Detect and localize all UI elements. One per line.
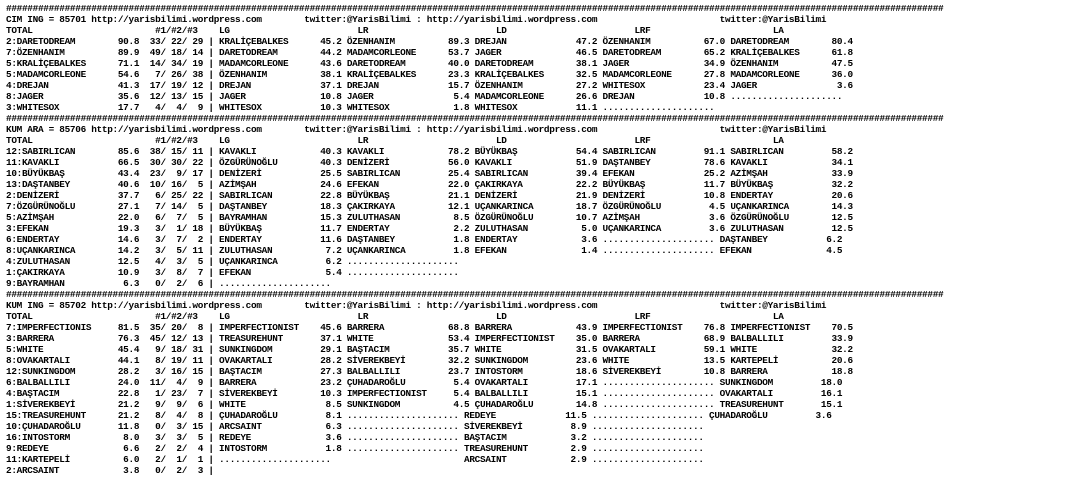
text-line: 16:INTOSTORM 8.0 3/ 3/ 5 | REDEYE 3.6 ..................... BAŞTACIM 3.2 ..................... (6, 432, 704, 443)
text-line: 4:BAŞTACIM 22.8 1/ 23/ 7 | SİVEREKBEYİ 10.3 IMPERFECTIONIST 5.4 BALBALLILI 15.1 ..................... OVAKARTALI 16.1 (6, 388, 843, 399)
text-line: ################################################################################################################################################################################ (6, 289, 944, 300)
text-line: ################################################################################################################################################################################ (6, 113, 944, 124)
text-line: 1:SİVEREKBEYİ 21.2 9/ 9/ 6 | WHITE 8.5 SUNKINGDOM 4.5 ÇUHADAROĞLU 14.8 ..................... TREASUREHUNT 15.1 (6, 399, 843, 410)
text-line: 1:ÇAKIRKAYA 10.9 3/ 8/ 7 | EFEKAN 5.4 ..................... (6, 267, 459, 278)
text-line: 5:MADAMCORLEONE 54.6 7/ 26/ 38 | ÖZENHANIM 38.1 KRALİÇEBALKES 23.3 KRALİÇEBALKES 32.5 MADAMCORLEONE 27.8 MADAMCORLEONE 36.0 (6, 69, 853, 80)
text-line: 12:SABIRLICAN 85.6 38/ 15/ 11 | KAVAKLI 40.3 KAVAKLI 78.2 BÜYÜKBAŞ 54.4 SABIRLICAN 91.1 SABIRLICAN 58.2 (6, 146, 853, 157)
text-line: 6:BALBALLILI 24.0 11/ 4/ 9 | BARRERA 23.2 ÇUHADAROĞLU 5.4 OVAKARTALI 17.1 ..................... SUNKINGDOM 18.0 (6, 377, 843, 388)
text-line: 3:WHITESOX 17.7 4/ 4/ 9 | WHITESOX 10.3 WHITESOX 1.8 WHITESOX 11.1 ..................... (6, 102, 715, 113)
text-line: KUM ARA = 85706 http://yarisbilimi.wordpress.com twitter:@YarisBilimi : http://yarisbilimi.wordpress.com twitter:@YarisBilimi (6, 124, 827, 135)
text-line: TOTAL #1/#2/#3 LG LR LD LRF LA (6, 25, 784, 36)
text-line: TOTAL #1/#2/#3 LG LR LD LRF LA (6, 311, 784, 322)
text-line: 10:ÇUHADAROĞLU 11.8 0/ 3/ 15 | ARCSAINT 6.3 ..................... SİVEREKBEYİ 8.9 ..................... (6, 421, 704, 432)
text-line: 11:KAVAKLI 66.5 30/ 30/ 22 | ÖZGÜRÜNOĞLU 40.3 DENİZERİ 56.0 KAVAKLI 51.9 DAŞTANBEY 78.6 KAVAKLI 34.1 (6, 157, 853, 168)
text-line: TOTAL #1/#2/#3 LG LR LD LRF LA (6, 135, 784, 146)
text-line: 5:AZİMŞAH 22.0 6/ 7/ 5 | BAYRAMHAN 15.3 ZULUTHASAN 8.5 ÖZGÜRÜNOĞLU 10.7 AZİMŞAH 3.6 ÖZGÜRÜNOĞLU 12.5 (6, 212, 853, 223)
text-line: 7:ÖZENHANIM 89.9 49/ 18/ 14 | DARETODREAM 44.2 MADAMCORLEONE 53.7 JAGER 46.5 DARETODREAM 65.2 KRALİÇEBALKES 61.8 (6, 47, 853, 58)
text-line: 3:EFEKAN 19.3 3/ 1/ 18 | BÜYÜKBAŞ 11.7 ENDERTAY 2.2 ZULUTHASAN 5.0 UÇANKARINCA 3.6 ZULUTHASAN 12.5 (6, 223, 853, 234)
text-line: 7:IMPERFECTIONIS 81.5 35/ 20/ 8 | IMPERFECTIONIST 45.6 BARRERA 68.8 BARRERA 43.9 IMPERFECTIONIST 76.8 IMPERFECTIONIST 70.5 (6, 322, 853, 333)
text-line: KUM ING = 85702 http://yarisbilimi.wordpress.com twitter:@YarisBilimi : http://yarisbilimi.wordpress.com twitter:@YarisBilimi (6, 300, 827, 311)
text-line: 5:WHITE 45.4 9/ 18/ 31 | SUNKINGDOM 29.1 BAŞTACIM 35.7 WHITE 31.5 OVAKARTALI 59.1 WHITE 32.2 (6, 344, 853, 355)
text-line: 2:DENİZERİ 37.7 6/ 25/ 22 | SABIRLICAN 22.8 BÜYÜKBAŞ 21.1 DENİZERİ 21.9 DENİZERİ 10.8 ENDERTAY 20.6 (6, 190, 853, 201)
text-line: 9:REDEYE 6.6 2/ 2/ 4 | INTOSTORM 1.8 ..................... TREASUREHUNT 2.9 ..................... (6, 443, 704, 454)
text-line: CIM ING = 85701 http://yarisbilimi.wordpress.com twitter:@YarisBilimi : http://yarisbilimi.wordpress.com twitter:@YarisBilimi (6, 14, 827, 25)
text-line: 4:ZULUTHASAN 12.5 4/ 3/ 5 | UÇANKARINCA 6.2 ..................... (6, 256, 459, 267)
text-line: 8:JAGER 35.6 12/ 13/ 15 | JAGER 10.8 JAGER 5.4 MADAMCORLEONE 26.6 DREJAN 10.8 ..................... (6, 91, 843, 102)
text-line: 15:TREASUREHUNT 21.2 8/ 4/ 8 | ÇUHADAROĞLU 8.1 ..................... REDEYE 11.5 ..................... ÇUHADAROĞLU 3.6 (6, 410, 832, 421)
text-line: 3:BARRERA 76.3 45/ 12/ 13 | TREASUREHUNT 37.1 WHITE 53.4 IMPERFECTIONIST 35.0 BARRERA 68.9 BALBALLILI 33.9 (6, 333, 853, 344)
text-line: 4:DREJAN 41.3 17/ 19/ 12 | DREJAN 37.1 DREJAN 15.7 ÖZENHANIM 27.2 WHITESOX 23.4 JAGER 3.6 (6, 80, 853, 91)
text-line: 10:BÜYÜKBAŞ 43.4 23/ 9/ 17 | DENİZERİ 25.5 SABIRLICAN 25.4 SABIRLICAN 39.4 EFEKAN 25.2 AZİMŞAH 33.9 (6, 168, 853, 179)
text-line: 8:OVAKARTALI 44.1 8/ 19/ 11 | OVAKARTALI 28.2 SİVEREKBEYİ 32.2 SUNKINGDOM 23.6 WHITE 13.5 KARTEPELİ 20.6 (6, 355, 853, 366)
text-line: ################################################################################################################################################################################ (6, 3, 944, 14)
text-line: 2:DARETODREAM 90.8 33/ 22/ 29 | KRALİÇEBALKES 45.2 ÖZENHANIM 89.3 DREJAN 47.2 ÖZENHANIM 67.0 DARETODREAM 80.4 (6, 36, 853, 47)
text-line: 6:ENDERTAY 14.6 3/ 7/ 2 | ENDERTAY 11.6 DAŞTANBEY 1.8 ENDERTAY 3.6 ..................... DAŞTANBEY 6.2 (6, 234, 843, 245)
text-line: 12:SUNKINGDOM 28.2 3/ 16/ 15 | BAŞTACIM 27.3 BALBALLILI 23.7 INTOSTORM 18.6 SİVEREKBEYİ 10.8 BARRERA 18.8 (6, 366, 853, 377)
text-line: 13:DAŞTANBEY 40.6 10/ 16/ 5 | AZİMŞAH 24.6 EFEKAN 22.0 ÇAKIRKAYA 22.2 BÜYÜKBAŞ 11.7 BÜYÜKBAŞ 32.2 (6, 179, 853, 190)
text-line: 11:KARTEPELİ 6.0 2/ 1/ 1 | ..................... ARCSAINT 2.9 ..................... (6, 454, 704, 465)
text-line: 7:ÖZGÜRÜNOĞLU 27.1 7/ 14/ 5 | DAŞTANBEY 18.3 ÇAKIRKAYA 12.1 UÇANKARINCA 18.7 ÖZGÜRÜNOĞLU 4.5 UÇANKARINCA 14.3 (6, 201, 853, 212)
text-line: 8:UÇANKARINCA 14.2 3/ 5/ 11 | ZULUTHASAN 7.2 UÇANKARINCA 1.8 EFEKAN 1.4 ..................... EFEKAN 4.5 (6, 245, 843, 256)
text-line: 9:BAYRAMHAN 6.3 0/ 2/ 6 | ..................... (6, 278, 331, 289)
text-line: 5:KRALİÇEBALKES 71.1 14/ 34/ 19 | MADAMCORLEONE 43.6 DARETODREAM 40.0 DARETODREAM 38.1 JAGER 34.9 ÖZENHANIM 47.5 (6, 58, 853, 69)
text-line: 2:ARCSAINT 3.8 0/ 2/ 3 | (6, 465, 214, 476)
